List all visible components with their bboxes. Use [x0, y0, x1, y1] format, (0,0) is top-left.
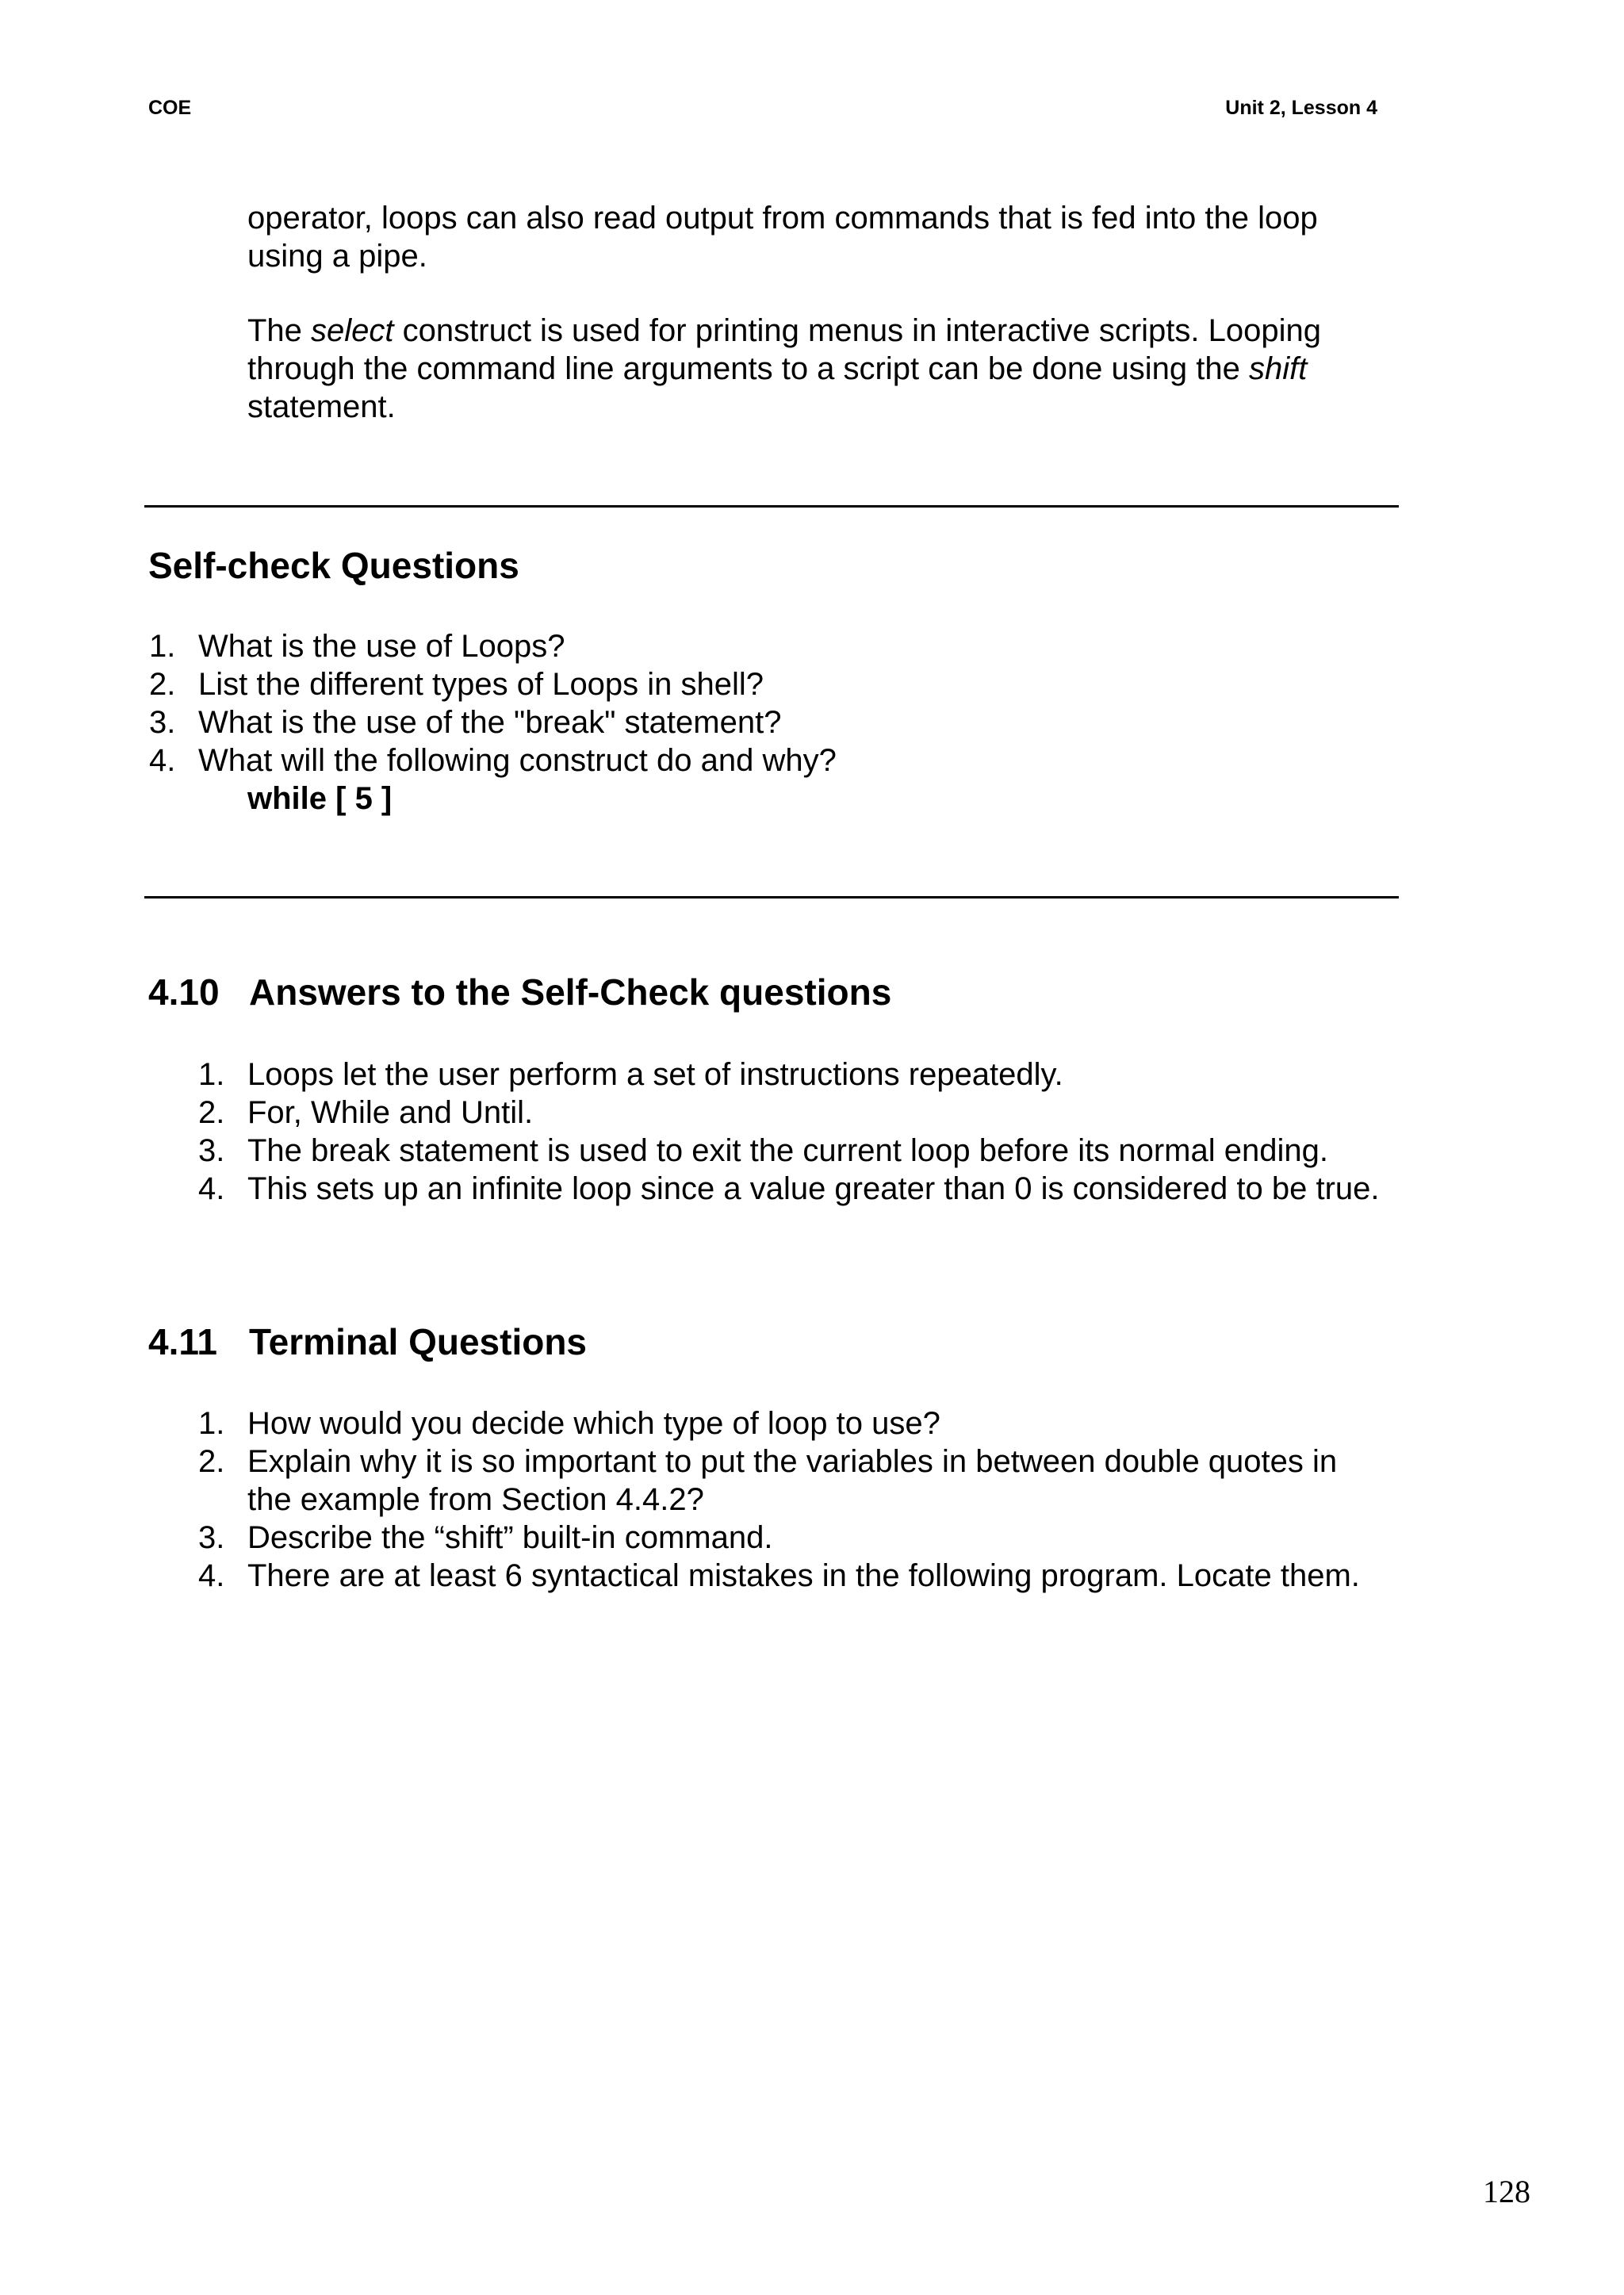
list-item	[149, 665, 1388, 703]
list-item	[198, 1519, 1389, 1557]
list-item-number: 2.	[198, 1095, 225, 1130]
list-item-number: 1.	[149, 629, 176, 664]
list-item	[198, 1404, 1389, 1443]
header-course-code: COE	[148, 97, 192, 119]
list-item-text: List the different types of Loops in shell?	[198, 667, 764, 702]
list-item-text: Loops let the user perform a set of instructions repeatedly.	[247, 1057, 1063, 1092]
list-item-text: What is the use of Loops?	[198, 629, 565, 664]
list-item-text: For, While and Until.	[247, 1095, 534, 1130]
list-item	[198, 1056, 1389, 1094]
list-item-text: The break statement is used to exit the current loop before its normal ending.	[247, 1133, 1328, 1168]
header-unit-lesson: Unit 2, Lesson 4	[1225, 97, 1377, 119]
self-check-list	[149, 627, 1388, 818]
intro-paragraph-1: operator, loops can also read output from commands that is fed into the loop using a pipe.	[247, 201, 1318, 274]
section-title: Terminal Questions	[249, 1321, 588, 1362]
section-number: 4.10	[148, 971, 220, 1013]
select-keyword: select	[311, 313, 394, 348]
section-number: 4.11	[148, 1321, 217, 1362]
self-check-heading: Self-check Questions	[148, 545, 519, 586]
list-item-text: What is the use of the "break" statement?	[198, 705, 782, 740]
list-item	[198, 1132, 1389, 1170]
intro-text-part: The	[247, 313, 312, 348]
list-item-number: 1.	[198, 1057, 225, 1092]
list-item	[149, 741, 1388, 818]
list-item	[198, 1557, 1389, 1595]
answers-list	[198, 1056, 1389, 1208]
list-item	[198, 1170, 1389, 1208]
intro-text-part: statement.	[247, 389, 396, 424]
section-title: Answers to the Self-Check questions	[249, 971, 892, 1013]
list-item-text: There are at least 6 syntactical mistakes in the following program. Locate them.	[247, 1558, 1360, 1593]
page-number: 128	[1483, 2174, 1530, 2209]
list-item-number: 3.	[198, 1520, 225, 1555]
list-item	[149, 627, 1388, 665]
list-item-number: 3.	[149, 705, 176, 740]
divider-rule	[144, 896, 1399, 898]
intro-text	[247, 199, 1389, 426]
code-snippet: while [ 5 ]	[247, 781, 393, 816]
list-item-text: This sets up an infinite loop since a value greater than 0 is considered to be true.	[247, 1171, 1380, 1206]
intro-text-part: construct is used for printing menus in interactive scripts. Looping through the command line arguments to a script can be done using the	[247, 313, 1321, 386]
intro-paragraph-2	[247, 312, 1389, 426]
list-item-number: 4.	[198, 1558, 225, 1593]
list-item-text: Describe the “shift” built-in command.	[247, 1520, 773, 1555]
list-item-number: 2.	[149, 667, 176, 702]
list-item-text: What will the following construct do and why?	[198, 743, 837, 778]
list-item	[198, 1094, 1389, 1132]
list-item	[149, 703, 1388, 741]
list-item-number: 1.	[198, 1406, 225, 1441]
divider-rule	[144, 505, 1399, 508]
list-item-text: How would you decide which type of loop to use?	[247, 1406, 940, 1441]
list-item-text: Explain why it is so important to put the variables in between double quotes in the example from Section 4.4.2?	[247, 1444, 1338, 1517]
terminal-list	[198, 1404, 1389, 1595]
list-item	[198, 1443, 1389, 1519]
list-item-number: 3.	[198, 1133, 225, 1168]
answers-heading	[148, 970, 891, 1014]
list-item-number: 2.	[198, 1444, 225, 1479]
list-item-number: 4.	[149, 743, 176, 778]
list-item-number: 4.	[198, 1171, 225, 1206]
shift-keyword: shift	[1249, 351, 1308, 386]
terminal-heading	[148, 1320, 587, 1364]
